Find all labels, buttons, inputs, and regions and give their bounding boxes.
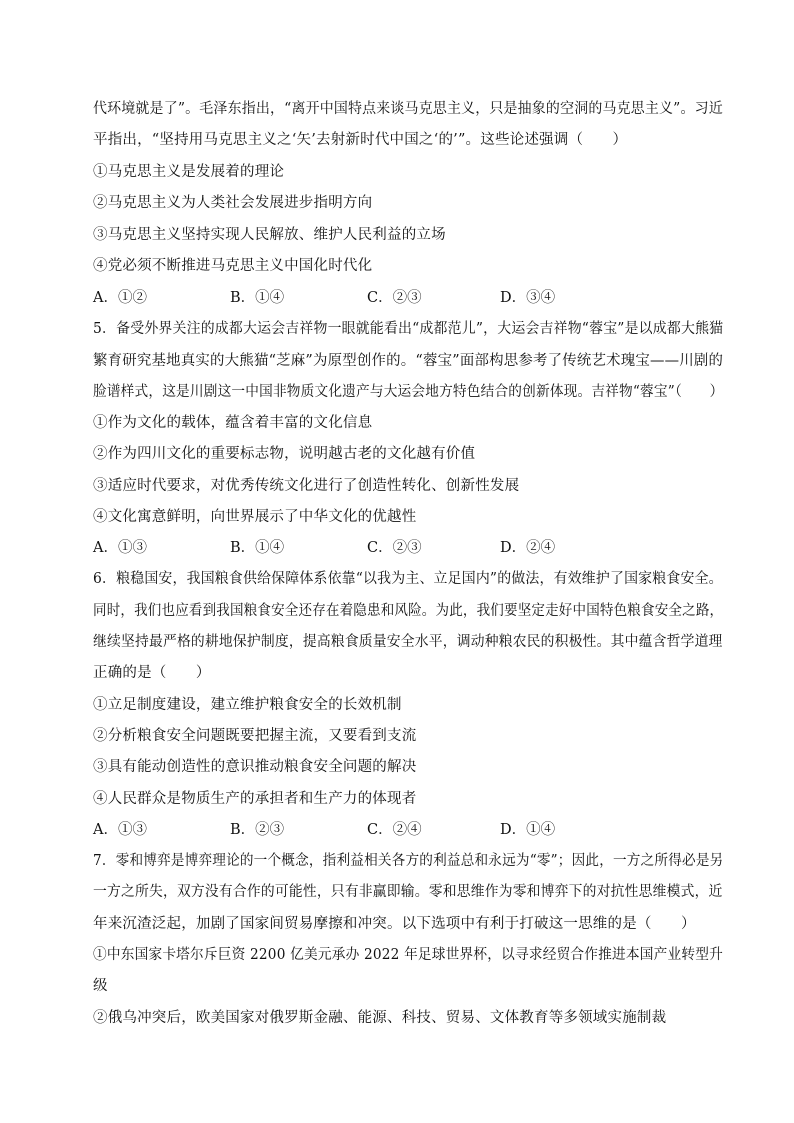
q4-stem-line-1: 代环境就是了”。毛泽东指出，“离开中国特点来谈马克思主义，只是抽象的空洞的马克思主义”。习近 [93, 101, 723, 117]
q7-item-1: ①中东国家卡塔尔斥巨资 2200 亿美元承办 2022 年足球世界杯，以寻求经贸合作推进本国产业转型升 [93, 947, 723, 963]
q4-stem-line-2: 平指出，“坚持用马克思主义之‘矢’去射新时代中国之‘的’”。这些论述强调（ ） [93, 132, 628, 148]
q7-stem-line-1: 7．零和博弈是博弈理论的一个概念，指利益相关各方的利益总和永远为“零”；因此，一方之所得必是另 [93, 853, 724, 869]
q6-choice-d[interactable]: D．①④ [500, 822, 556, 838]
q6-stem-line-4: 正确的是（ ） [93, 665, 211, 681]
q4-choice-b[interactable]: B．①④ [230, 290, 285, 306]
q4-item-4: ④党必须不断推进马克思主义中国化时代化 [93, 258, 373, 274]
q4-item-1: ①马克思主义是发展着的理论 [93, 164, 285, 180]
q6-item-3: ③具有能动创造性的意识推动粮食安全问题的解决 [93, 759, 417, 775]
q5-choice-b[interactable]: B．①④ [230, 540, 285, 556]
q7-stem-line-3: 年来沉渣泛起，加剧了国家间贸易摩擦和冲突。以下选项中有利于打破这一思维的是（ ） [93, 916, 696, 932]
q6-stem-line-2: 同时，我们也应看到我国粮食安全还存在着隐患和风险。为此，我们要坚定走好中国特色粮食安全之路， [93, 603, 724, 619]
q6-item-2: ②分析粮食安全问题既要把握主流，又要看到支流 [93, 728, 417, 744]
q4-item-2: ②马克思主义为人类社会发展进步指明方向 [93, 195, 373, 211]
q4-choice-a[interactable]: A．①② [93, 290, 147, 306]
q5-stem-line-2: 繁育研究基地真实的大熊猫“芝麻”为原型创作的。“蓉宝”面部构思参考了传统艺术瑰宝——川剧的 [93, 353, 724, 369]
q4-item-3: ③马克思主义坚持实现人民解放、维护人民利益的立场 [93, 227, 446, 243]
q7-stem-line-2: 一方之所失，双方没有合作的可能性，只有非赢即输。零和思维作为零和博弈下的对抗性思维模式，近 [93, 884, 723, 900]
q5-choice-a[interactable]: A．①③ [93, 540, 147, 556]
q5-item-1: ①作为文化的载体，蕴含着丰富的文化信息 [93, 415, 373, 431]
q6-stem-line-3: 继续坚持最严格的耕地保护制度，提高粮食质量安全水平，调动种粮农民的积极性。其中蕴含哲学道理 [93, 634, 723, 650]
q5-choice-c[interactable]: C．②③ [367, 540, 422, 556]
q6-choice-c[interactable]: C．②④ [367, 822, 422, 838]
q4-choice-c[interactable]: C．②③ [367, 290, 422, 306]
q7-item-2: ②俄乌冲突后，欧美国家对俄罗斯金融、能源、科技、贸易、文体教育等多领域实施制裁 [93, 1010, 667, 1026]
q5-choice-d[interactable]: D．②④ [500, 540, 556, 556]
q5-item-3: ③适应时代要求，对优秀传统文化进行了创造性转化、创新性发展 [93, 478, 520, 494]
q6-choice-b[interactable]: B．②③ [230, 822, 285, 838]
q6-choice-a[interactable]: A．①③ [93, 822, 147, 838]
q6-item-1: ①立足制度建设，建立维护粮食安全的长效机制 [93, 697, 402, 713]
q6-item-4: ④人民群众是物质生产的承担者和生产力的体现者 [93, 791, 417, 807]
q5-stem-line-3: 脸谱样式，这是川剧这一中国非物质文化遗产与大运会地方特色结合的创新体现。吉祥物“蓉宝”（ ） [93, 384, 724, 400]
q5-item-4: ④文化寓意鲜明，向世界展示了中华文化的优越性 [93, 509, 417, 525]
q5-item-2: ②作为四川文化的重要标志物，说明越古老的文化越有价值 [93, 446, 476, 462]
q4-choice-d[interactable]: D．③④ [500, 290, 556, 306]
q5-stem-line-1: 5．备受外界关注的成都大运会吉祥物一眼就能看出“成都范儿”，大运会吉祥物“蓉宝”是以成都大熊猫 [93, 321, 724, 337]
q7-item-1-continued: 级 [93, 978, 108, 994]
q6-stem-line-1: 6．粮稳国安，我国粮食供给保障体系依靠“以我为主、立足国内”的做法，有效维护了国家粮食安全。 [93, 571, 723, 587]
